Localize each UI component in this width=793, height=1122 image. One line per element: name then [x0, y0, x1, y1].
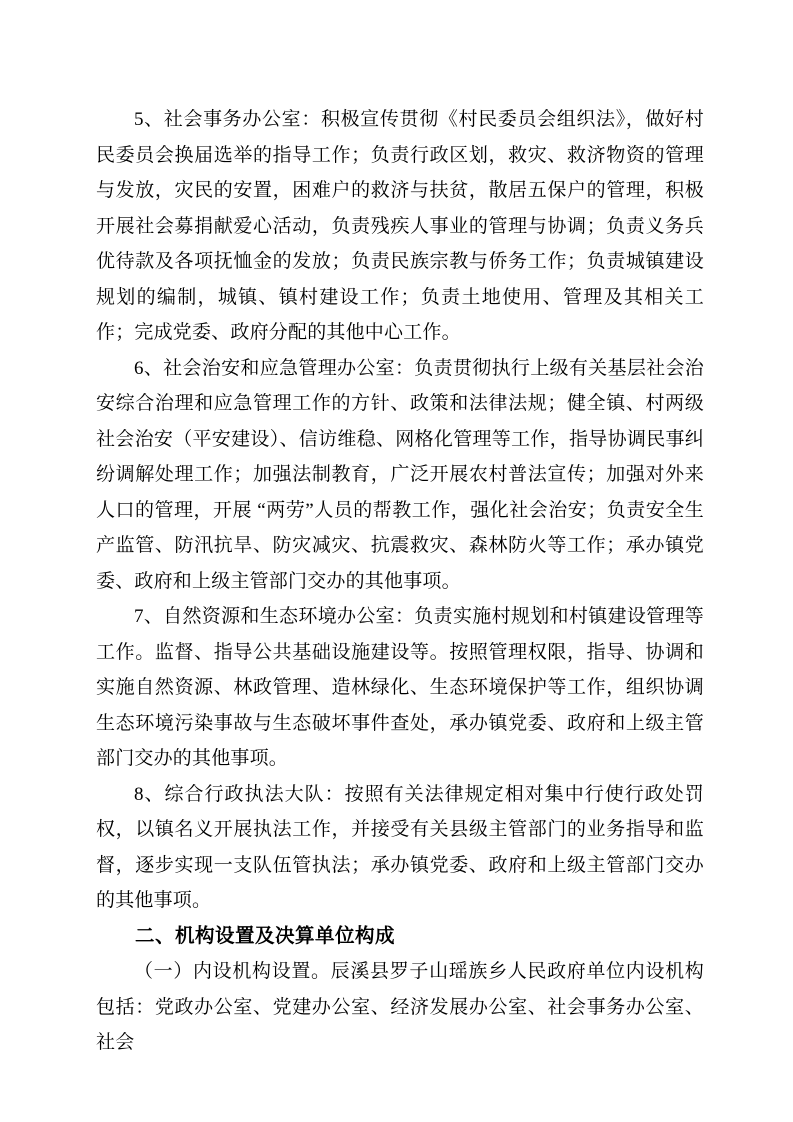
paragraph-8-admin-law-enforcement-brigade: 8、综合行政执法大队：按照有关法律规定相对集中行使行政处罚权，以镇名义开展执法工作，并接受有关县级主管部门的业务指导和监督，逐步实现一支队伍管执法；承办镇党委、政府和上级主管部门交办的其他事项。 [96, 783, 704, 911]
paragraph-internal-org-setup: （一）内设机构设置。辰溪县罗子山瑶族乡人民政府单位内设机构包括：党政办公室、党建办公室、经济发展办公室、社会事务办公室、社会 [96, 961, 704, 1053]
paragraph-6-public-security-emergency-office: 6、社会治安和应急管理办公室：负责贯彻执行上级有关基层社会治安综合治理和应急管理工作的方针、政策和法律法规；健全镇、村两级社会治安（平安建设）、信访维稳、网格化管理等工作，指导协调民事纠纷调解处理工作；加强法制教育，广泛开展农村普法宣传；加强对外来人口的管理，开展 “两劳”人员的帮教工作，强化社会治安；负责安全生产监管、防汛抗旱、防灾减灾、抗震救灾、森林防火等工作；承办镇党委、政府和上级主管部门交办的其他事项。 [96, 357, 704, 592]
document-body [96, 102, 704, 1061]
paragraph-5-social-affairs-office: 5、社会事务办公室：积极宣传贯彻《村民委员会组织法》，做好村民委员会换届选举的指导工作；负责行政区划，救灾、救济物资的管理与发放，灾民的安置，困难户的救济与扶贫，散居五保户的管理，积极开展社会募捐献爱心活动，负责残疾人事业的管理与协调；负责义务兵优待款及各项抚恤金的发放；负责民族宗教与侨务工作；负责城镇建设规划的编制，城镇、镇村建设工作；负责土地使用、管理及其相关工作；完成党委、政府分配的其他中心工作。 [96, 109, 704, 343]
paragraph-7-natural-resources-ecology-office: 7、自然资源和生态环境办公室：负责实施村规划和村镇建设管理等工作。监督、指导公共基础设施建设等。按照管理权限，指导、协调和实施自然资源、林政管理、造林绿化、生态环境保护等工作，组织协调生态环境污染事故与生态破坏事件查处，承办镇党委、政府和上级主管部门交办的其他事项。 [96, 606, 704, 769]
section-heading-org-structure: 二、机构设置及决算单位构成 [135, 924, 396, 947]
